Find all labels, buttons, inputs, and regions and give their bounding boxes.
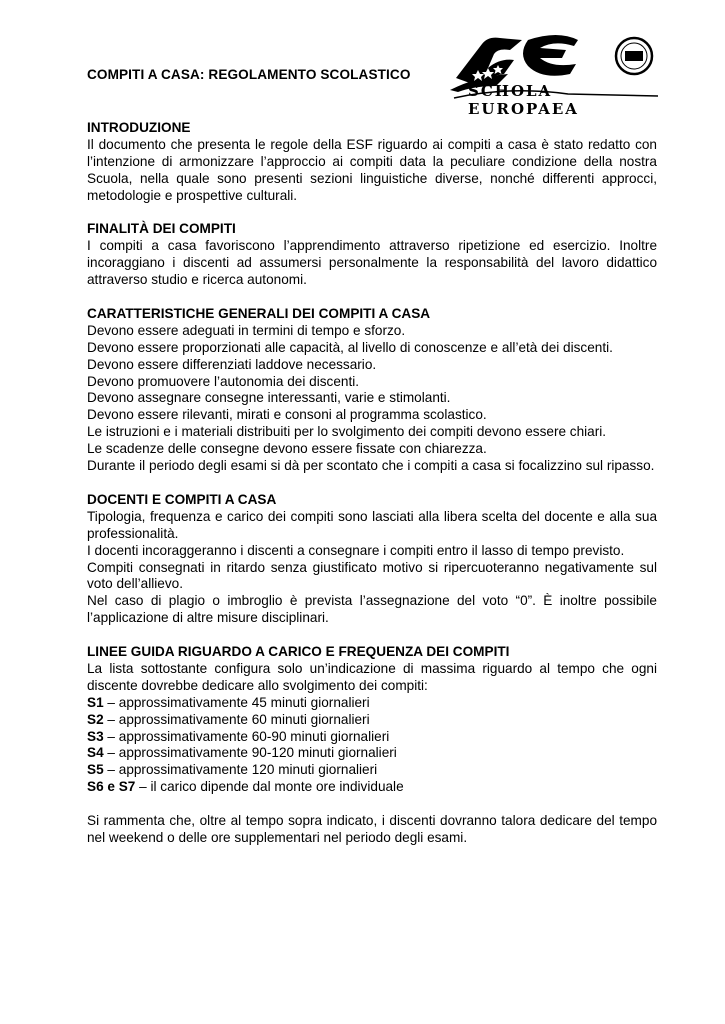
list-item: Devono assegnare consegne interessanti, varie e stimolanti. <box>87 390 451 406</box>
section-heading: INTRODUZIONE <box>87 120 191 135</box>
document-body <box>87 120 657 864</box>
section-heading: CARATTERISTICHE GENERALI DEI COMPITI A CASA <box>87 305 431 321</box>
list-item <box>87 762 657 779</box>
paragraph: Si rammenta che, oltre al tempo sopra indicato, i discenti dovranno talora dedicare del tempo nel weekend o delle ore supplementari nel periodo degli esami. <box>87 813 657 845</box>
list-item <box>87 779 657 796</box>
class-description: – approssimativamente 120 minuti giornalieri <box>103 762 378 778</box>
list-item <box>87 712 657 729</box>
list-item <box>87 729 657 746</box>
section-heading: DOCENTI E COMPITI A CASA <box>87 491 277 507</box>
class-description: – approssimativamente 45 minuti giornalieri <box>103 694 370 710</box>
paragraph: Nel caso di plagio o imbroglio è prevista l’assegnazione del voto “0”. È inoltre possibile l’applicazione di altre misure disciplinari. <box>87 593 657 626</box>
paragraph: I docenti incoraggeranno i discenti a consegnare i compiti entro il lasso di tempo previsto. <box>87 542 625 558</box>
list-item: Devono essere rilevanti, mirati e consoni al programma scolastico. <box>87 407 487 423</box>
list-item: Devono essere differenziati laddove necessario. <box>87 356 377 372</box>
class-label: S5 <box>87 762 104 778</box>
section-heading: FINALITÀ DEI COMPITI <box>87 221 236 237</box>
class-label: S1 <box>87 694 104 710</box>
list-item: Devono promuovere l’autonomia dei discenti. <box>87 373 360 389</box>
class-label: S3 <box>87 728 104 744</box>
list-item <box>87 695 657 712</box>
list-item: Durante il periodo degli esami si dà per scontato che i compiti a casa si focalizzino sul ripasso. <box>87 458 655 474</box>
class-label: S6 e S7 <box>87 779 136 795</box>
schola-europaea-logo <box>448 28 660 118</box>
paragraph: I compiti a casa favoriscono l’apprendimento attraverso ripetizione ed esercizio. Inoltre incoraggiano i discenti ad assumersi personalmente la responsabilità del lavoro didattico attraverso studio e ricerca autonomi. <box>87 238 657 288</box>
paragraph: Tipologia, frequenza e carico dei compiti sono lasciati alla libera scelta del docente e alla sua professionalità. <box>87 508 657 541</box>
class-description: – approssimativamente 90-120 minuti giornalieri <box>103 745 397 761</box>
section-heading: LINEE GUIDA RIGUARDO A CARICO E FREQUENZA DEI COMPITI <box>87 644 510 660</box>
list-item <box>87 745 657 762</box>
paragraph: Compiti consegnati in ritardo senza giustificato motivo si ripercuoteranno negativamente sul voto dell’allievo. <box>87 559 657 592</box>
list-item: Le istruzioni e i materiali distribuiti per lo svolgimento dei compiti devono essere chiari. <box>87 424 607 440</box>
document-title: COMPITI A CASA: REGOLAMENTO SCOLASTICO <box>87 67 411 82</box>
paragraph: Il documento che presenta le regole della ESF riguardo ai compiti a casa è stato redatto con l’intenzione di armonizzare l’approccio ai compiti data la peculiare condizione della nostra Scuola, nella quale sono presenti sezioni linguistiche diverse, nonché differenti approcci, metodologie e prospettive culturali. <box>87 136 657 203</box>
section-linee-guida <box>87 644 657 796</box>
section-closing <box>87 813 657 847</box>
class-description: – approssimativamente 60 minuti giornalieri <box>103 711 370 727</box>
section-caratteristiche <box>87 306 657 475</box>
class-label: S4 <box>87 745 104 761</box>
section-introduzione <box>87 120 657 205</box>
section-finalita <box>87 221 657 289</box>
logo-wordmark: SCHOLA EUROPAEA <box>468 82 579 118</box>
section-docenti <box>87 492 657 627</box>
class-description: – approssimativamente 60-90 minuti giornalieri <box>103 728 390 744</box>
class-description: – il carico dipende dal monte ore individuale <box>135 779 404 795</box>
class-label: S2 <box>87 711 104 727</box>
paragraph: La lista sottostante configura solo un’indicazione di massima riguardo al tempo che ogni discente dovrebbe dedicare allo svolgimento dei compiti: <box>87 660 657 693</box>
list-item: Devono essere proporzionati alle capacità, al livello di conoscenze e all’età dei discenti. <box>87 339 613 355</box>
list-item: Devono essere adeguati in termini di tempo e sforzo. <box>87 322 406 338</box>
list-item: Le scadenze delle consegne devono essere fissate con chiarezza. <box>87 441 487 457</box>
